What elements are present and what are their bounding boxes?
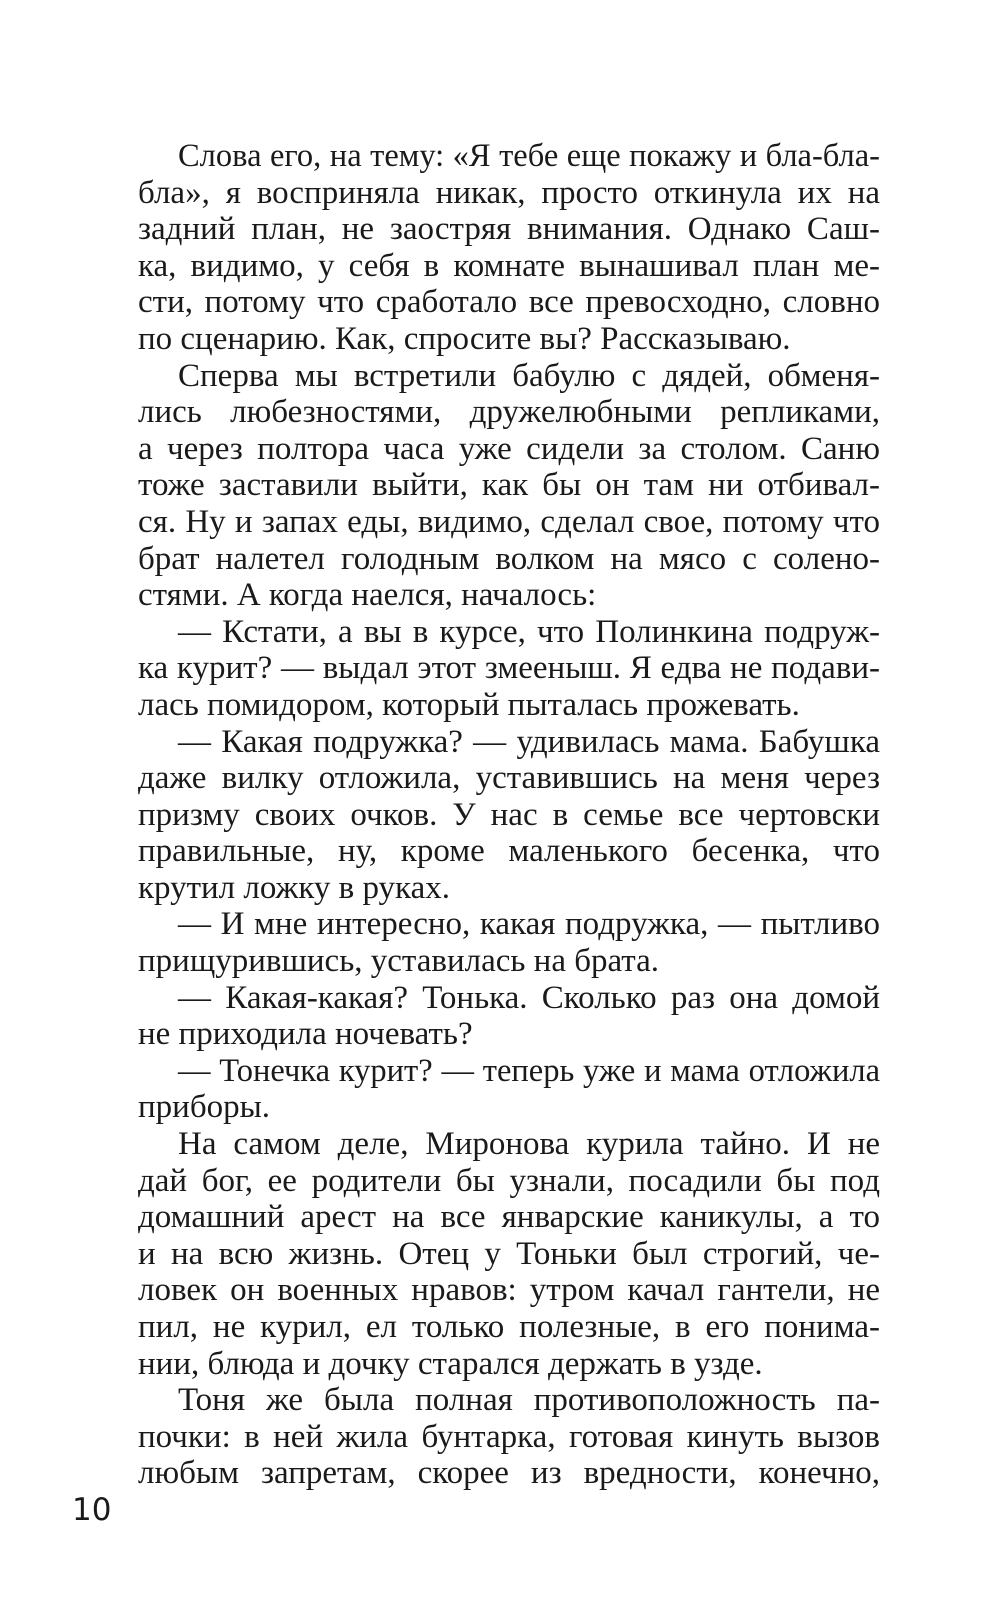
text-line: лись любезностями, дружелюбными репликами, xyxy=(138,394,880,431)
text-line: дай бог, ее родители бы узнали, посадили бы под xyxy=(138,1162,880,1199)
page-body-text xyxy=(138,138,880,1492)
text-line: даже вилку отложила, уставившись на меня через xyxy=(138,760,880,797)
text-line: и на всю жизнь. Отец у Тоньки был строгий, че- xyxy=(138,1235,880,1272)
text-line: На самом деле, Миронова курила тайно. И не xyxy=(178,1126,880,1163)
text-line: Сперва мы встретили бабулю с дядей, обменя- xyxy=(178,357,880,394)
text-line: ка курит? — выдал этот змееныш. Я едва не подави- xyxy=(138,650,880,687)
text-line: — Тонечка курит? — теперь уже и мама отложила xyxy=(178,1052,880,1089)
text-line: ся. Ну и запах еды, видимо, сделал свое, потому что xyxy=(138,503,880,540)
text-line: почки: в ней жила бунтарка, готовая кинуть вызов xyxy=(138,1418,880,1455)
text-line: приборы. xyxy=(138,1089,271,1126)
text-line: лась помидором, который пыталась прожевать. xyxy=(138,686,800,723)
text-line: — Какая подружка? — удивилась мама. Бабушка xyxy=(178,723,880,760)
text-line: брат налетел голодным волком на мясо с солено- xyxy=(138,540,880,577)
text-line: стями. А когда наелся, началось: xyxy=(138,577,597,614)
text-line: по сценарию. Как, спросите вы? Рассказываю. xyxy=(138,320,791,357)
text-line: сти, потому что сработало все превосходно, словно xyxy=(138,284,880,321)
text-line: не приходила ночевать? xyxy=(138,1016,473,1053)
text-line: задний план, не заостряя внимания. Однако Саш- xyxy=(138,211,880,248)
text-line: крутил ложку в руках. xyxy=(138,869,450,906)
text-line: домашний арест на все январские каникулы, а то xyxy=(138,1199,880,1236)
text-line: — Какая-какая? Тонька. Сколько раз она домой xyxy=(178,979,880,1016)
text-line: Тоня же была полная противоположность па- xyxy=(178,1382,880,1419)
text-line: любым запретам, скорее из вредности, конечно, xyxy=(138,1455,880,1492)
text-line: тоже заставили выйти, как бы он там ни отбивал- xyxy=(138,467,880,504)
text-line: ловек он военных нравов: утром качал гантели, не xyxy=(138,1272,880,1309)
text-line: Слова его, на тему: «Я тебе еще покажу и бла-бла- xyxy=(178,138,880,174)
text-line: бла», я восприняла никак, просто откинула их на xyxy=(138,174,880,211)
text-line: пил, не курил, ел только полезные, в его понима- xyxy=(138,1309,880,1345)
text-line: ка, видимо, у себя в комнате вынашивал план ме- xyxy=(138,247,880,284)
text-line: нии, блюда и дочку старался держать в узде. xyxy=(138,1345,763,1382)
text-line: — Кстати, а вы в курсе, что Полинкина подруж- xyxy=(178,613,880,650)
text-line: прищурившись, уставилась на брата. xyxy=(138,943,660,980)
text-line: а через полтора часа уже сидели за столом. Саню xyxy=(138,430,880,467)
text-line: правильные, ну, кроме маленького бесенка, что xyxy=(138,833,880,870)
page-number: 10 xyxy=(72,1492,112,1528)
text-line: — И мне интересно, какая подружка, — пытливо xyxy=(178,906,880,943)
text-line: призму своих очков. У нас в семье все чертовски xyxy=(138,796,880,833)
